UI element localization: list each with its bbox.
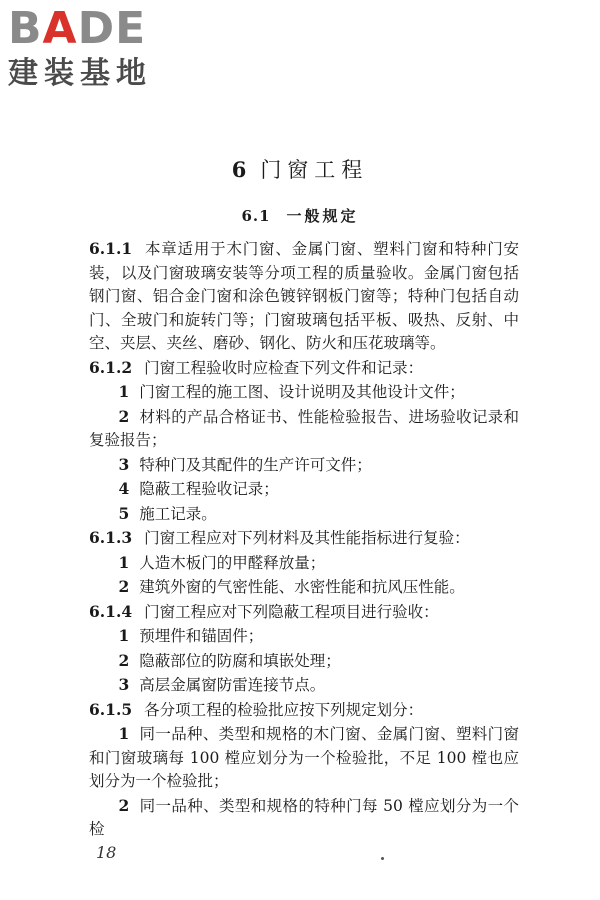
list-item-number: 2 — [118, 577, 130, 596]
clause-number: 6.1.4 — [89, 601, 133, 621]
section-name: 一般规定 — [286, 207, 359, 225]
clause-number: 6.1.1 — [89, 239, 133, 258]
list-item — [89, 453, 519, 478]
list-item — [89, 575, 519, 600]
chapter-title — [0, 154, 600, 184]
list-item — [89, 380, 519, 405]
clause-text: 门窗工程验收时应检查下列文件和记录： — [144, 358, 424, 377]
page-number: 18 — [96, 843, 117, 862]
list-item — [89, 722, 519, 794]
section-number: 6.1 — [241, 207, 271, 225]
list-item-number: 1 — [118, 626, 130, 645]
clause-text: 门窗工程应对下列材料及其性能指标进行复验： — [144, 529, 470, 547]
logo-subtitle: 建装基地 — [8, 56, 152, 91]
clause-paragraph — [89, 698, 519, 723]
page-speck — [381, 857, 384, 860]
list-item — [89, 551, 519, 576]
list-item-number: 2 — [118, 406, 130, 426]
list-item-number: 2 — [118, 795, 130, 815]
list-item — [89, 624, 519, 649]
clause-list — [89, 237, 519, 842]
chapter-name: 门窗工程 — [260, 158, 369, 182]
list-item-text: 施工记录。 — [139, 504, 217, 523]
list-item — [89, 649, 519, 674]
list-item — [89, 794, 519, 842]
list-item-text: 隐蔽工程验收记录； — [139, 480, 279, 498]
clause-text: 门窗工程应对下列隐蔽工程项目进行验收： — [144, 602, 439, 621]
clause-paragraph — [89, 526, 519, 551]
list-item-number: 1 — [118, 382, 130, 401]
section-title — [0, 205, 600, 226]
list-item-number: 4 — [118, 479, 130, 498]
list-item-text: 门窗工程的施工图、设计说明及其他设计文件； — [139, 383, 465, 401]
list-item-text: 隐蔽部位的防腐和填嵌处理； — [139, 651, 341, 670]
logo-wordmark — [8, 3, 178, 54]
chapter-number: 6 — [231, 157, 247, 182]
list-item — [89, 502, 519, 527]
clause-text: 各分项工程的检验批应按下列规定划分： — [144, 700, 424, 719]
logo — [8, 3, 178, 98]
list-item — [89, 405, 519, 453]
list-item-text: 人造木板门的甲醛释放量； — [139, 553, 326, 572]
clause-paragraph — [89, 237, 519, 356]
list-item — [89, 477, 519, 502]
list-item — [89, 673, 519, 698]
clause-number: 6.1.2 — [89, 357, 133, 377]
list-item-text: 同一品种、类型和规格的木门窗、金属门窗、塑料门窗和门窗玻璃每 100 樘应划分为一个检验批，不足 100 樘也应划分为一个检验批； — [89, 725, 519, 790]
list-item-text: 建筑外窗的气密性能、水密性能和抗风压性能。 — [139, 578, 465, 596]
list-item-text: 材料的产品合格证书、性能检验报告、进场验收记录和复验报告； — [89, 407, 519, 449]
list-item-text: 高层金属窗防雷连接节点。 — [139, 676, 326, 694]
list-item-number: 1 — [118, 724, 130, 743]
clause-paragraph — [89, 356, 519, 381]
logo-letter-b: B — [8, 3, 43, 54]
list-item-number: 3 — [118, 454, 130, 474]
list-item-number: 5 — [118, 503, 130, 523]
list-item-number: 2 — [118, 650, 130, 670]
list-item-number: 1 — [118, 552, 130, 572]
clause-number: 6.1.3 — [89, 528, 133, 547]
list-item-text: 同一品种、类型和规格的特种门每 50 樘应划分为一个检 — [89, 796, 519, 838]
clause-paragraph — [89, 600, 519, 625]
list-item-text: 特种门及其配件的生产许可文件； — [139, 455, 372, 474]
clause-text: 本章适用于木门窗、金属门窗、塑料门窗和特种门安装，以及门窗玻璃安装等分项工程的质量验收。金属门窗包括钢门窗、铝合金门窗和涂色镀锌钢板门窗等；特种门包括自动门、全玻门和旋转门等；门窗玻璃包括平板、吸热、反射、中空、夹层、夹丝、磨砂、钢化、防火和压花玻璃等。 — [89, 240, 519, 352]
logo-letters-de: DE — [77, 3, 147, 54]
list-item-number: 3 — [118, 675, 130, 694]
logo-letter-a: A — [42, 3, 78, 54]
clause-number: 6.1.5 — [89, 699, 133, 719]
list-item-text: 预埋件和锚固件； — [139, 627, 264, 645]
